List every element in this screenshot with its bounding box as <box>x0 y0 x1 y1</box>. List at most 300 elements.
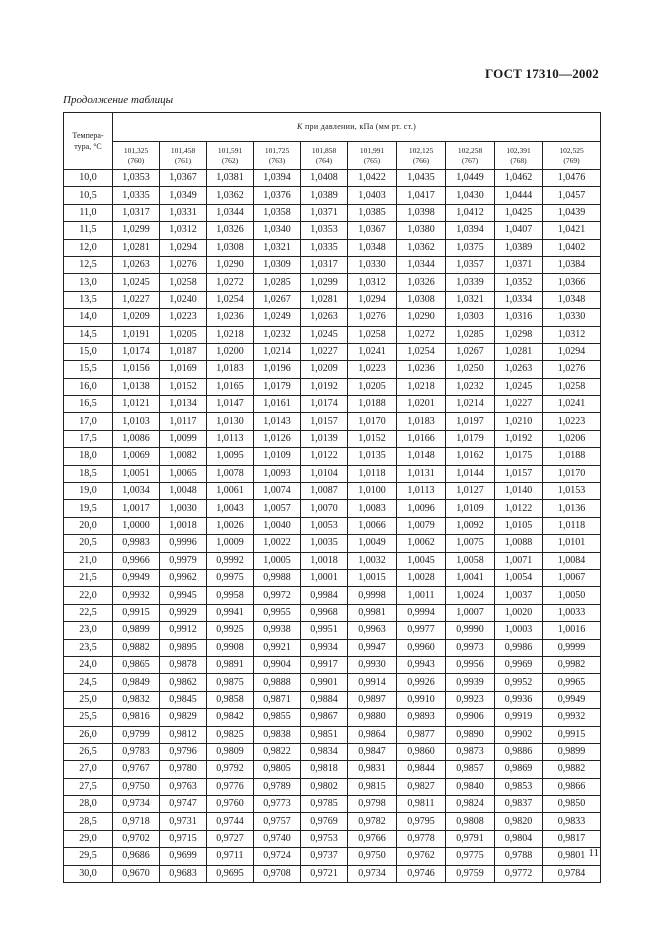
temperature-cell: 17,5 <box>64 430 113 447</box>
k-value-cell: 1,0131 <box>397 465 446 482</box>
table-row <box>64 361 601 378</box>
temperature-cell: 23,5 <box>64 639 113 656</box>
pressure-mm: (766) <box>412 155 430 165</box>
table-row <box>64 587 601 604</box>
k-value-cell: 1,0053 <box>301 517 348 534</box>
k-value-cell: 1,0183 <box>207 361 254 378</box>
table-row <box>64 674 601 691</box>
pressure-mm: (763) <box>268 155 286 165</box>
k-value-cell: 0,9912 <box>160 622 207 639</box>
k-value-cell: 0,9780 <box>160 761 207 778</box>
k-value-cell: 1,0105 <box>495 517 543 534</box>
k-value-cell: 1,0394 <box>446 222 495 239</box>
table-caption: Продолжение таблицы <box>63 94 174 106</box>
k-value-cell: 0,9804 <box>495 830 543 847</box>
k-value-cell: 1,0366 <box>543 274 601 291</box>
table-row <box>64 778 601 795</box>
k-value-cell: 0,9851 <box>301 726 348 743</box>
k-value-cell: 0,9724 <box>254 848 301 865</box>
k-value-cell: 1,0267 <box>446 343 495 360</box>
k-value-cell: 0,9840 <box>446 778 495 795</box>
k-value-cell: 0,9947 <box>348 639 397 656</box>
k-value-cell: 1,0030 <box>160 500 207 517</box>
k-value-cell: 1,0174 <box>301 396 348 413</box>
k-value-cell: 1,0188 <box>543 448 601 465</box>
k-value-cell: 1,0232 <box>254 326 301 343</box>
k-value-cell: 1,0357 <box>446 256 495 273</box>
k-value-cell: 0,9847 <box>348 743 397 760</box>
pressure-column-header <box>301 142 348 170</box>
k-value-cell: 0,9759 <box>446 865 495 882</box>
k-value-cell: 1,0421 <box>543 222 601 239</box>
table-row <box>64 726 601 743</box>
k-value-cell: 0,9915 <box>113 604 160 621</box>
k-value-cell: 1,0088 <box>495 535 543 552</box>
k-value-cell: 0,9958 <box>207 587 254 604</box>
pressure-column-header <box>113 142 160 170</box>
k-value-cell: 1,0449 <box>446 170 495 187</box>
k-value-cell: 0,9809 <box>207 743 254 760</box>
k-value-cell: 1,0153 <box>543 483 601 500</box>
k-value-cell: 1,0312 <box>348 274 397 291</box>
temperature-cell: 11,0 <box>64 204 113 221</box>
k-value-cell: 0,9949 <box>113 569 160 586</box>
k-value-cell: 1,0200 <box>207 343 254 360</box>
k-value-cell: 0,9973 <box>446 639 495 656</box>
k-value-cell: 0,9914 <box>348 674 397 691</box>
k-value-cell: 1,0109 <box>446 500 495 517</box>
k-value-cell: 1,0156 <box>113 361 160 378</box>
k-value-cell: 1,0285 <box>254 274 301 291</box>
temperature-cell: 18,5 <box>64 465 113 482</box>
k-value-cell: 1,0281 <box>495 343 543 360</box>
k-value-cell: 0,9721 <box>301 865 348 882</box>
table-row <box>64 483 601 500</box>
k-value-cell: 0,9902 <box>495 726 543 743</box>
k-value-cell: 1,0236 <box>397 361 446 378</box>
k-value-cell: 0,9791 <box>446 830 495 847</box>
k-value-cell: 1,0352 <box>495 274 543 291</box>
k-value-cell: 0,9923 <box>446 691 495 708</box>
k-value-cell: 1,0375 <box>446 239 495 256</box>
k-value-cell: 1,0040 <box>254 517 301 534</box>
k-value-cell: 1,0065 <box>160 465 207 482</box>
k-value-cell: 1,0435 <box>397 170 446 187</box>
k-value-cell: 1,0018 <box>160 517 207 534</box>
k-value-cell: 1,0276 <box>543 361 601 378</box>
k-value-cell: 1,0103 <box>113 413 160 430</box>
k-value-cell: 0,9750 <box>113 778 160 795</box>
k-value-cell: 1,0380 <box>397 222 446 239</box>
k-value-cell: 0,9829 <box>160 709 207 726</box>
k-symbol: K <box>297 122 303 131</box>
k-value-cell: 1,0258 <box>543 378 601 395</box>
table-row <box>64 465 601 482</box>
k-value-cell: 0,9897 <box>348 691 397 708</box>
k-value-cell: 1,0197 <box>446 413 495 430</box>
k-value-cell: 1,0412 <box>446 204 495 221</box>
k-value-cell: 1,0444 <box>495 187 543 204</box>
k-value-cell: 1,0303 <box>446 309 495 326</box>
temperature-cell: 20,0 <box>64 517 113 534</box>
k-value-cell: 0,9915 <box>543 726 601 743</box>
k-value-cell: 1,0179 <box>446 430 495 447</box>
k-value-cell: 0,9831 <box>348 761 397 778</box>
k-value-cell: 1,0022 <box>254 535 301 552</box>
temperature-cell: 15,0 <box>64 343 113 360</box>
k-value-cell: 1,0017 <box>113 500 160 517</box>
k-value-cell: 1,0349 <box>160 187 207 204</box>
k-value-cell: 1,0152 <box>348 430 397 447</box>
k-value-cell: 0,9926 <box>397 674 446 691</box>
pressure-mm: (765) <box>363 155 381 165</box>
k-value-cell: 0,9838 <box>254 726 301 743</box>
table-row <box>64 204 601 221</box>
k-value-cell: 1,0417 <box>397 187 446 204</box>
k-value-cell: 1,0136 <box>543 500 601 517</box>
k-value-cell: 1,0075 <box>446 535 495 552</box>
temperature-cell: 26,5 <box>64 743 113 760</box>
temperature-cell: 22,0 <box>64 587 113 604</box>
k-value-cell: 0,9934 <box>301 639 348 656</box>
pressure-kpa: 101,725 <box>264 145 290 155</box>
pressure-mm: (764) <box>315 155 333 165</box>
k-value-cell: 0,9982 <box>543 656 601 673</box>
k-value-cell: 0,9943 <box>397 656 446 673</box>
k-value-cell: 0,9763 <box>160 778 207 795</box>
k-value-cell: 0,9910 <box>397 691 446 708</box>
temperature-cell: 12,0 <box>64 239 113 256</box>
k-value-cell: 1,0058 <box>446 552 495 569</box>
k-value-cell: 1,0100 <box>348 483 397 500</box>
k-value-cell: 1,0005 <box>254 552 301 569</box>
k-value-cell: 1,0101 <box>543 535 601 552</box>
k-value-cell: 0,9965 <box>543 674 601 691</box>
temperature-cell: 22,5 <box>64 604 113 621</box>
k-value-cell: 1,0175 <box>495 448 543 465</box>
k-value-cell: 1,0394 <box>254 170 301 187</box>
k-value-cell: 1,0157 <box>495 465 543 482</box>
k-value-cell: 0,9747 <box>160 796 207 813</box>
k-value-cell: 1,0139 <box>301 430 348 447</box>
k-value-cell: 1,0344 <box>207 204 254 221</box>
k-value-cell: 1,0037 <box>495 587 543 604</box>
k-value-cell: 0,9984 <box>301 587 348 604</box>
pressure-kpa: 102,525 <box>559 145 584 155</box>
pressure-kpa: 102,125 <box>408 145 434 155</box>
k-value-cell: 1,0263 <box>495 361 543 378</box>
k-value-cell: 1,0389 <box>495 239 543 256</box>
k-value-cell: 1,0335 <box>113 187 160 204</box>
k-value-cell: 1,0385 <box>348 204 397 221</box>
k-value-cell: 0,9815 <box>348 778 397 795</box>
k-value-cell: 0,9919 <box>495 709 543 726</box>
k-value-cell: 1,0294 <box>543 343 601 360</box>
k-value-cell: 1,0439 <box>543 204 601 221</box>
k-value-cell: 0,9878 <box>160 656 207 673</box>
k-value-cell: 1,0143 <box>254 413 301 430</box>
k-value-cell: 1,0290 <box>397 309 446 326</box>
k-value-cell: 1,0069 <box>113 448 160 465</box>
table-row <box>64 430 601 447</box>
k-value-cell: 0,9966 <box>113 552 160 569</box>
k-value-cell: 1,0227 <box>495 396 543 413</box>
temperature-header-line1: Темпера- <box>72 131 104 140</box>
k-value-cell: 0,9778 <box>397 830 446 847</box>
k-value-cell: 1,0162 <box>446 448 495 465</box>
table-row <box>64 256 601 273</box>
temperature-cell: 23,0 <box>64 622 113 639</box>
k-value-cell: 0,9884 <box>301 691 348 708</box>
k-value-cell: 0,9670 <box>113 865 160 882</box>
k-value-cell: 0,9818 <box>301 761 348 778</box>
k-value-cell: 0,9718 <box>113 813 160 830</box>
k-value-cell: 1,0169 <box>160 361 207 378</box>
k-value-cell: 1,0348 <box>348 239 397 256</box>
k-value-cell: 0,9762 <box>397 848 446 865</box>
k-value-cell: 0,9773 <box>254 796 301 813</box>
k-value-cell: 1,0236 <box>207 309 254 326</box>
k-value-cell: 1,0045 <box>397 552 446 569</box>
k-value-cell: 0,9784 <box>543 865 601 882</box>
k-value-cell: 1,0054 <box>495 569 543 586</box>
k-value-cell: 1,0245 <box>113 274 160 291</box>
k-value-cell: 1,0317 <box>301 256 348 273</box>
k-value-cell: 0,9715 <box>160 830 207 847</box>
k-value-cell: 1,0353 <box>113 170 160 187</box>
k-value-cell: 1,0330 <box>348 256 397 273</box>
k-value-cell: 1,0223 <box>160 309 207 326</box>
k-value-cell: 1,0384 <box>543 256 601 273</box>
pressure-mm: (762) <box>221 155 239 165</box>
temperature-cell: 17,0 <box>64 413 113 430</box>
k-value-cell: 1,0326 <box>207 222 254 239</box>
k-value-cell: 1,0241 <box>543 396 601 413</box>
k-value-cell: 0,9871 <box>254 691 301 708</box>
k-value-cell: 1,0250 <box>446 361 495 378</box>
temperature-cell: 27,5 <box>64 778 113 795</box>
table-row <box>64 343 601 360</box>
temperature-cell: 16,5 <box>64 396 113 413</box>
k-value-cell: 1,0330 <box>543 309 601 326</box>
k-value-cell: 0,9788 <box>495 848 543 865</box>
table-row <box>64 813 601 830</box>
k-value-cell: 0,9917 <box>301 656 348 673</box>
k-value-cell: 1,0082 <box>160 448 207 465</box>
k-value-cell: 1,0241 <box>348 343 397 360</box>
k-value-cell: 1,0462 <box>495 170 543 187</box>
k-value-cell: 0,9862 <box>160 674 207 691</box>
pressure-header-row <box>64 142 601 170</box>
k-value-cell: 1,0218 <box>397 378 446 395</box>
pressure-column-header <box>348 142 397 170</box>
k-value-cell: 1,0048 <box>160 483 207 500</box>
k-value-cell: 0,9834 <box>301 743 348 760</box>
k-value-cell: 1,0196 <box>254 361 301 378</box>
k-value-cell: 0,9869 <box>495 761 543 778</box>
k-value-cell: 0,9864 <box>348 726 397 743</box>
k-value-cell: 0,9952 <box>495 674 543 691</box>
k-value-cell: 0,9992 <box>207 552 254 569</box>
k-value-cell: 1,0117 <box>160 413 207 430</box>
k-value-cell: 0,9886 <box>495 743 543 760</box>
k-value-cell: 0,9816 <box>113 709 160 726</box>
temperature-cell: 25,0 <box>64 691 113 708</box>
k-value-cell: 0,9802 <box>301 778 348 795</box>
k-value-cell: 1,0326 <box>397 274 446 291</box>
k-value-cell: 0,9695 <box>207 865 254 882</box>
temperature-cell: 13,5 <box>64 291 113 308</box>
k-value-cell: 1,0209 <box>113 309 160 326</box>
pressure-column-header <box>254 142 301 170</box>
pressure-mm: (760) <box>127 155 145 165</box>
k-value-cell: 0,9994 <box>397 604 446 621</box>
temperature-cell: 10,5 <box>64 187 113 204</box>
k-value-cell: 1,0079 <box>397 517 446 534</box>
k-value-cell: 0,9853 <box>495 778 543 795</box>
k-value-cell: 0,9811 <box>397 796 446 813</box>
k-value-cell: 1,0254 <box>397 343 446 360</box>
k-value-cell: 1,0087 <box>301 483 348 500</box>
k-value-cell: 1,0118 <box>348 465 397 482</box>
k-value-cell: 1,0232 <box>446 378 495 395</box>
k-value-cell: 1,0192 <box>495 430 543 447</box>
k-value-cell: 1,0018 <box>301 552 348 569</box>
k-value-cell: 0,9873 <box>446 743 495 760</box>
k-value-cell: 0,9899 <box>113 622 160 639</box>
table-row <box>64 517 601 534</box>
pressure-mm: (767) <box>461 155 479 165</box>
k-value-cell: 0,9822 <box>254 743 301 760</box>
k-value-cell: 1,0205 <box>160 326 207 343</box>
table-row <box>64 709 601 726</box>
k-value-cell: 1,0099 <box>160 430 207 447</box>
k-value-cell: 1,0113 <box>207 430 254 447</box>
k-value-cell: 1,0339 <box>446 274 495 291</box>
table-row <box>64 848 601 865</box>
k-value-cell: 0,9845 <box>160 691 207 708</box>
k-value-cell: 0,9986 <box>495 639 543 656</box>
k-value-cell: 1,0381 <box>207 170 254 187</box>
k-value-cell: 1,0430 <box>446 187 495 204</box>
temperature-cell: 14,5 <box>64 326 113 343</box>
table-row <box>64 500 601 517</box>
k-value-cell: 1,0011 <box>397 587 446 604</box>
pressure-kpa: 101,458 <box>170 145 196 155</box>
k-value-cell: 0,9789 <box>254 778 301 795</box>
k-value-cell: 1,0308 <box>397 291 446 308</box>
k-value-cell: 1,0067 <box>543 569 601 586</box>
k-value-cell: 0,9711 <box>207 848 254 865</box>
k-value-cell: 1,0358 <box>254 204 301 221</box>
k-value-cell: 1,0367 <box>160 170 207 187</box>
k-value-cell: 1,0061 <box>207 483 254 500</box>
k-value-cell: 1,0122 <box>495 500 543 517</box>
k-value-cell: 1,0362 <box>397 239 446 256</box>
k-value-cell: 1,0032 <box>348 552 397 569</box>
k-value-cell: 1,0340 <box>254 222 301 239</box>
k-value-cell: 0,9865 <box>113 656 160 673</box>
k-value-cell: 1,0294 <box>160 239 207 256</box>
k-value-cell: 1,0003 <box>495 622 543 639</box>
k-value-cell: 1,0024 <box>446 587 495 604</box>
table-body <box>64 170 601 883</box>
table-row <box>64 622 601 639</box>
k-value-cell: 1,0009 <box>207 535 254 552</box>
k-value-cell: 0,9757 <box>254 813 301 830</box>
k-value-cell: 1,0170 <box>348 413 397 430</box>
k-value-cell: 0,9734 <box>348 865 397 882</box>
k-value-cell: 1,0308 <box>207 239 254 256</box>
table-row <box>64 552 601 569</box>
table-row <box>64 830 601 847</box>
temperature-cell: 29,0 <box>64 830 113 847</box>
k-value-cell: 1,0218 <box>207 326 254 343</box>
k-value-cell: 0,9798 <box>348 796 397 813</box>
k-value-cell: 0,9880 <box>348 709 397 726</box>
k-value-cell: 1,0034 <box>113 483 160 500</box>
pressure-mm: (761) <box>174 155 192 165</box>
k-value-cell: 1,0138 <box>113 378 160 395</box>
k-value-cell: 0,9686 <box>113 848 160 865</box>
k-value-cell: 1,0130 <box>207 413 254 430</box>
k-value-cell: 1,0121 <box>113 396 160 413</box>
k-value-cell: 0,9792 <box>207 761 254 778</box>
k-value-cell: 1,0376 <box>254 187 301 204</box>
k-value-cell: 1,0095 <box>207 448 254 465</box>
temperature-cell: 10,0 <box>64 170 113 187</box>
k-value-cell: 1,0016 <box>543 622 601 639</box>
table-row <box>64 691 601 708</box>
k-value-cell: 1,0294 <box>348 291 397 308</box>
k-value-cell: 1,0240 <box>160 291 207 308</box>
k-value-cell: 1,0066 <box>348 517 397 534</box>
k-value-cell: 1,0245 <box>301 326 348 343</box>
temperature-cell: 24,5 <box>64 674 113 691</box>
k-value-cell: 0,9708 <box>254 865 301 882</box>
pressure-column-header <box>495 142 543 170</box>
k-value-cell: 0,9727 <box>207 830 254 847</box>
k-value-cell: 1,0321 <box>254 239 301 256</box>
k-value-cell: 1,0316 <box>495 309 543 326</box>
k-value-cell: 1,0371 <box>301 204 348 221</box>
k-value-cell: 1,0276 <box>348 309 397 326</box>
k-value-cell: 1,0122 <box>301 448 348 465</box>
k-value-cell: 1,0050 <box>543 587 601 604</box>
table-row <box>64 656 601 673</box>
k-value-cell: 0,9683 <box>160 865 207 882</box>
k-value-cell: 0,9760 <box>207 796 254 813</box>
pressure-kpa: 101,325 <box>123 145 149 155</box>
pressure-kpa: 102,391 <box>506 145 531 155</box>
k-value-cell: 1,0084 <box>543 552 601 569</box>
k-value-cell: 1,0144 <box>446 465 495 482</box>
k-value-cell: 1,0402 <box>543 239 601 256</box>
k-value-cell: 1,0086 <box>113 430 160 447</box>
k-value-cell: 0,9979 <box>160 552 207 569</box>
k-value-cell: 0,9744 <box>207 813 254 830</box>
table-row <box>64 535 601 552</box>
k-value-cell: 0,9844 <box>397 761 446 778</box>
k-value-cell: 1,0179 <box>254 378 301 395</box>
k-value-cell: 1,0312 <box>160 222 207 239</box>
temperature-cell: 28,0 <box>64 796 113 813</box>
k-value-cell: 0,9857 <box>446 761 495 778</box>
k-value-cell: 1,0183 <box>397 413 446 430</box>
k-value-cell: 0,9890 <box>446 726 495 743</box>
k-value-cell: 1,0258 <box>160 274 207 291</box>
k-value-cell: 1,0344 <box>397 256 446 273</box>
